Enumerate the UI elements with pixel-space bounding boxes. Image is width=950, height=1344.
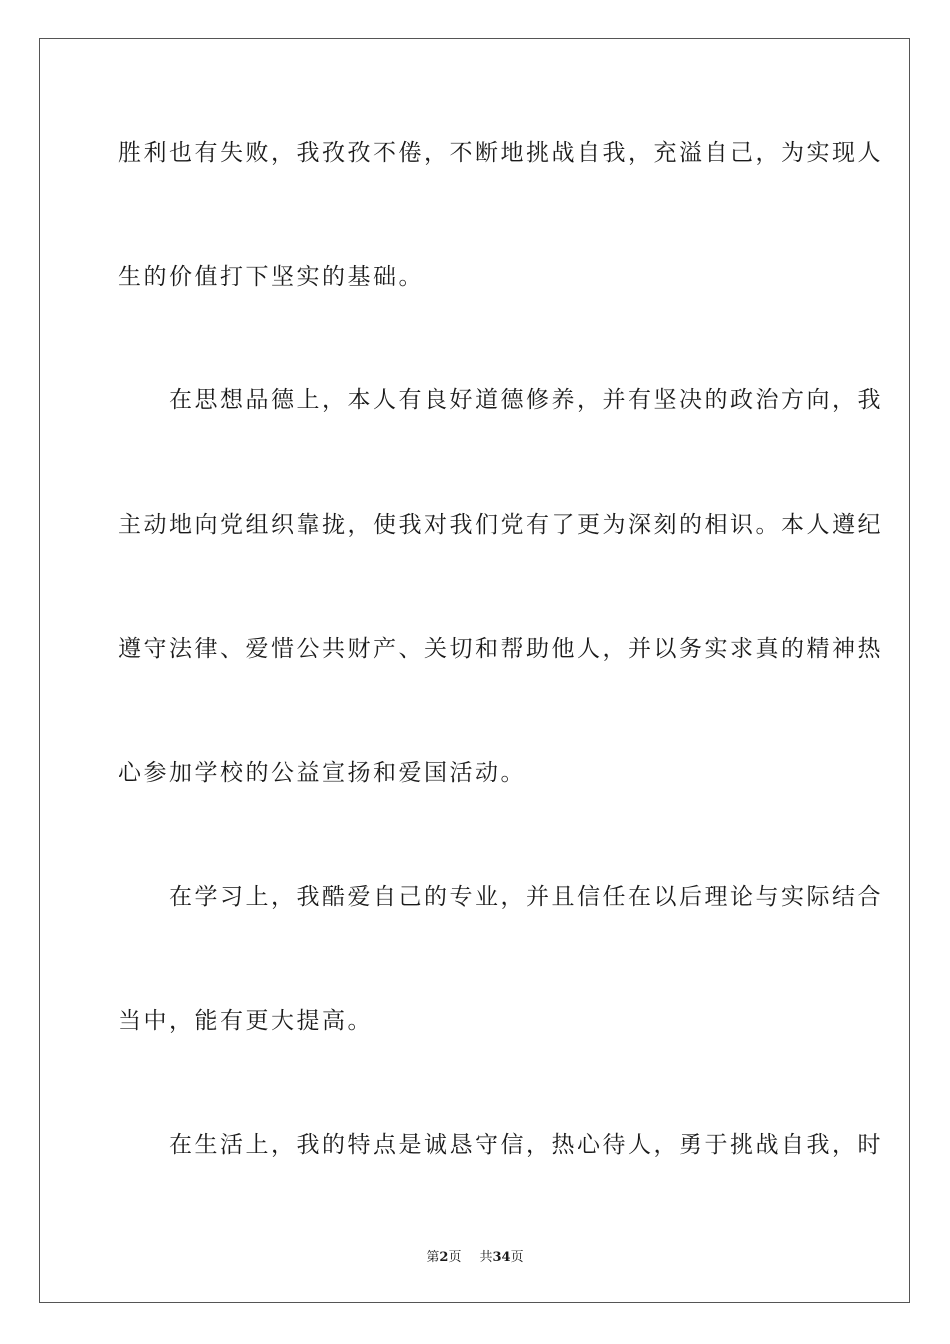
text-line: 在思想品德上，本人有良好道德修养，并有坚决的政治方向，我: [118, 387, 883, 413]
text-line: 在生活上，我的特点是诚恳守信，热心待人，勇于挑战自我，时: [118, 1132, 883, 1158]
text-line: 当中，能有更大提高。: [118, 1008, 373, 1034]
page-border: [39, 38, 910, 1303]
page-footer: [0, 1246, 950, 1265]
text-line: 遵守法律、爱惜公共财产、关切和帮助他人，并以务实求真的精神热: [118, 636, 883, 662]
text-line: 胜利也有失败，我孜孜不倦，不断地挑战自我，充溢自己，为实现人: [118, 140, 883, 166]
page-suffix: 页: [448, 1250, 462, 1265]
text-line: 在学习上，我酷爱自己的专业，并且信任在以后理论与实际结合: [118, 884, 883, 910]
total-prefix: 共: [479, 1250, 493, 1265]
total-suffix: 页: [510, 1250, 524, 1265]
text-line: 主动地向党组织靠拢，使我对我们党有了更为深刻的相识。本人遵纪: [118, 512, 883, 538]
page-number: 2: [439, 1250, 449, 1265]
text-line: 心参加学校的公益宣扬和爱国活动。: [118, 760, 526, 786]
text-line: 生的价值打下坚实的基础。: [118, 264, 424, 290]
page-prefix: 第: [426, 1250, 440, 1265]
total-pages: 34: [492, 1250, 511, 1265]
